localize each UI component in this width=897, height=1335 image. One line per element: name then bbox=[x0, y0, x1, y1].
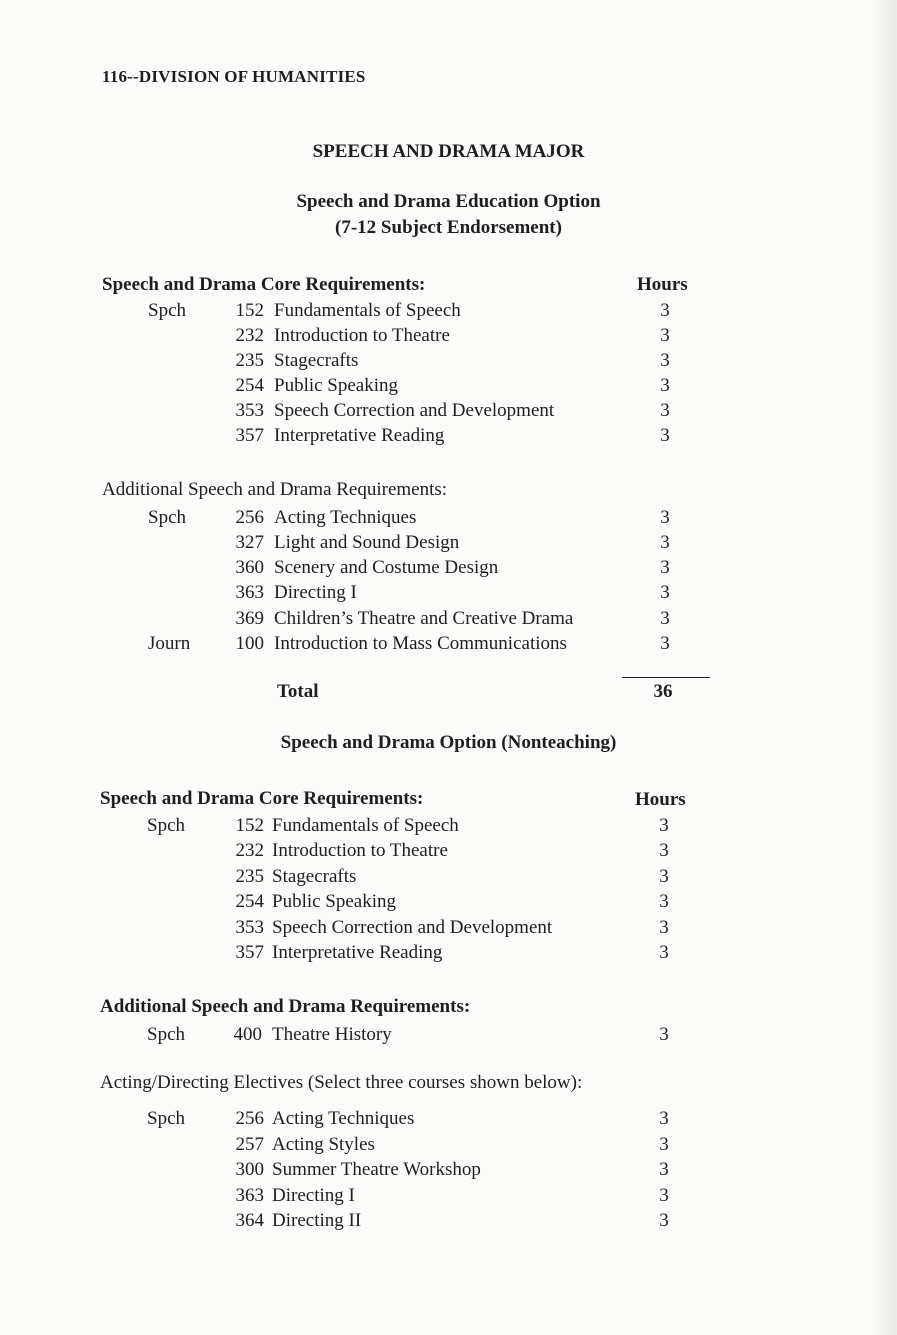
course-hours: 3 bbox=[659, 866, 669, 887]
course-row bbox=[0, 631, 897, 656]
course-dept: Spch bbox=[148, 300, 186, 321]
course-hours: 3 bbox=[660, 608, 670, 629]
course-hours: 3 bbox=[659, 1185, 669, 1206]
option2-additional-heading: Additional Speech and Drama Requirements: bbox=[100, 996, 471, 1017]
course-number: 235 bbox=[235, 350, 264, 371]
option1-additional-heading: Additional Speech and Drama Requirements: bbox=[102, 479, 448, 500]
course-number: 357 bbox=[235, 425, 264, 446]
course-title: Summer Theatre Workshop bbox=[272, 1159, 481, 1180]
course-title: Interpretative Reading bbox=[274, 425, 445, 446]
course-number: 232 bbox=[235, 840, 264, 861]
course-title: Introduction to Theatre bbox=[272, 840, 448, 861]
course-number: 254 bbox=[235, 375, 264, 396]
course-hours: 3 bbox=[660, 400, 670, 421]
course-row bbox=[0, 813, 897, 838]
course-title: Public Speaking bbox=[272, 891, 397, 912]
option2-hours-heading: Hours bbox=[635, 789, 686, 810]
course-hours: 3 bbox=[660, 300, 670, 321]
course-row bbox=[0, 555, 897, 580]
course-hours: 3 bbox=[659, 1024, 669, 1045]
course-hours: 3 bbox=[660, 557, 670, 578]
course-title: Interpretative Reading bbox=[272, 942, 443, 963]
course-hours: 3 bbox=[659, 840, 669, 861]
page-title: SPEECH AND DRAMA MAJOR bbox=[312, 141, 585, 162]
course-dept: Spch bbox=[148, 507, 186, 528]
course-row bbox=[0, 373, 897, 398]
course-title: Fundamentals of Speech bbox=[272, 815, 459, 836]
course-title: Children’s Theatre and Creative Drama bbox=[274, 608, 574, 629]
course-title: Stagecrafts bbox=[274, 350, 359, 371]
course-dept: Journ bbox=[148, 633, 191, 654]
option2-title: Speech and Drama Option (Nonteaching) bbox=[280, 732, 617, 753]
running-header: 116--DIVISION OF HUMANITIES bbox=[102, 67, 366, 86]
course-hours: 3 bbox=[659, 891, 669, 912]
course-hours: 3 bbox=[659, 1134, 669, 1155]
course-title: Directing II bbox=[272, 1210, 362, 1231]
course-hours: 3 bbox=[659, 917, 669, 938]
course-row bbox=[0, 298, 897, 323]
course-number: 357 bbox=[235, 942, 264, 963]
course-title: Introduction to Theatre bbox=[274, 325, 450, 346]
course-hours: 3 bbox=[659, 1210, 669, 1231]
course-number: 254 bbox=[235, 891, 264, 912]
course-hours: 3 bbox=[659, 1108, 669, 1129]
course-row bbox=[0, 1132, 897, 1157]
course-number: 353 bbox=[235, 917, 264, 938]
course-row bbox=[0, 398, 897, 423]
course-title: Light and Sound Design bbox=[274, 532, 460, 553]
course-row bbox=[0, 530, 897, 555]
course-number: 400 bbox=[233, 1024, 262, 1045]
course-number: 300 bbox=[235, 1159, 264, 1180]
total-divider bbox=[622, 677, 710, 678]
course-number: 364 bbox=[235, 1210, 264, 1231]
course-number: 327 bbox=[235, 532, 264, 553]
course-hours: 3 bbox=[660, 325, 670, 346]
option2-electives-heading: Acting/Directing Electives (Select three courses shown below): bbox=[100, 1072, 583, 1093]
option1-title: Speech and Drama Education Option bbox=[296, 191, 601, 212]
course-number: 152 bbox=[235, 815, 264, 836]
course-title: Acting Techniques bbox=[274, 507, 417, 528]
total-label: Total bbox=[277, 681, 319, 702]
course-number: 256 bbox=[235, 507, 264, 528]
course-dept: Spch bbox=[147, 1024, 185, 1045]
course-row bbox=[0, 915, 897, 940]
course-hours: 3 bbox=[660, 375, 670, 396]
option1-core-heading: Speech and Drama Core Requirements: bbox=[102, 274, 426, 295]
course-hours: 3 bbox=[660, 507, 670, 528]
course-dept: Spch bbox=[147, 1108, 185, 1129]
course-title: Speech Correction and Development bbox=[274, 400, 555, 421]
course-title: Fundamentals of Speech bbox=[274, 300, 461, 321]
course-hours: 3 bbox=[659, 942, 669, 963]
course-number: 363 bbox=[235, 582, 264, 603]
course-title: Public Speaking bbox=[274, 375, 399, 396]
course-row bbox=[0, 1106, 897, 1131]
course-number: 235 bbox=[235, 866, 264, 887]
course-title: Speech Correction and Development bbox=[272, 917, 553, 938]
course-row bbox=[0, 889, 897, 914]
course-number: 256 bbox=[235, 1108, 264, 1129]
course-hours: 3 bbox=[660, 582, 670, 603]
course-title: Introduction to Mass Communications bbox=[274, 633, 567, 654]
course-number: 369 bbox=[235, 608, 264, 629]
course-hours: 3 bbox=[660, 532, 670, 553]
course-dept: Spch bbox=[147, 815, 185, 836]
course-title: Directing I bbox=[274, 582, 357, 603]
course-number: 353 bbox=[235, 400, 264, 421]
course-number: 232 bbox=[235, 325, 264, 346]
course-title: Acting Techniques bbox=[272, 1108, 415, 1129]
option2-core-heading: Speech and Drama Core Requirements: bbox=[100, 788, 424, 809]
course-row bbox=[0, 1183, 897, 1208]
course-hours: 3 bbox=[660, 633, 670, 654]
course-number: 360 bbox=[235, 557, 264, 578]
course-hours: 3 bbox=[659, 815, 669, 836]
course-hours: 3 bbox=[660, 425, 670, 446]
course-row bbox=[0, 1022, 897, 1047]
course-row bbox=[0, 348, 897, 373]
course-row bbox=[0, 423, 897, 448]
course-row bbox=[0, 838, 897, 863]
course-row bbox=[0, 580, 897, 605]
course-hours: 3 bbox=[659, 1159, 669, 1180]
total-value: 36 bbox=[653, 681, 673, 702]
course-title: Stagecrafts bbox=[272, 866, 357, 887]
course-row bbox=[0, 606, 897, 631]
course-title: Acting Styles bbox=[272, 1134, 375, 1155]
course-row bbox=[0, 505, 897, 530]
course-number: 100 bbox=[235, 633, 264, 654]
course-title: Theatre History bbox=[272, 1024, 392, 1045]
course-number: 152 bbox=[235, 300, 264, 321]
course-row bbox=[0, 864, 897, 889]
course-number: 257 bbox=[235, 1134, 264, 1155]
course-title: Scenery and Costume Design bbox=[274, 557, 499, 578]
course-row bbox=[0, 1208, 897, 1233]
option1-subtitle: (7-12 Subject Endorsement) bbox=[335, 217, 562, 238]
course-row bbox=[0, 940, 897, 965]
course-row bbox=[0, 1157, 897, 1182]
course-title: Directing I bbox=[272, 1185, 355, 1206]
course-row bbox=[0, 323, 897, 348]
option1-hours-heading: Hours bbox=[637, 274, 688, 295]
course-hours: 3 bbox=[660, 350, 670, 371]
course-number: 363 bbox=[235, 1185, 264, 1206]
